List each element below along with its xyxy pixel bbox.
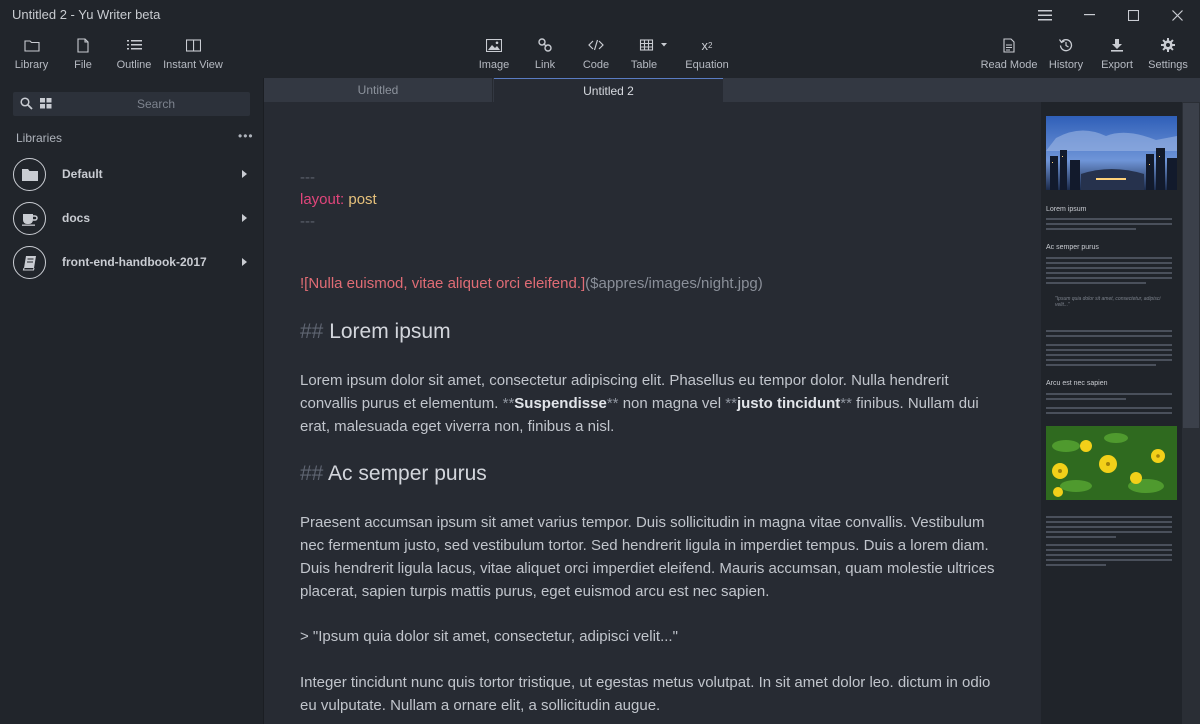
preview-text-line [1046, 516, 1172, 518]
insert-equation-button[interactable] [684, 34, 730, 76]
minimize-button[interactable] [1067, 0, 1111, 30]
preview-text-line [1046, 554, 1172, 556]
markdown-editor[interactable] [264, 102, 1041, 724]
library-button[interactable] [10, 34, 53, 76]
search-icon [20, 97, 33, 110]
preview-text-line [1046, 330, 1172, 332]
library-label: Library [14, 59, 49, 71]
document-icon [77, 38, 89, 53]
outline-button[interactable] [112, 34, 156, 76]
preview-text-line [1046, 364, 1156, 366]
front-matter-open: --- [300, 169, 315, 186]
table-icon [637, 39, 667, 51]
preview-text-line [1046, 531, 1172, 533]
preview-text-line [1046, 223, 1172, 225]
preview-quote: "Ipsum quia dolor sit amet, consectetur, adipisci velit..." [1055, 296, 1161, 308]
search-box [13, 92, 250, 116]
preview-text-line [1046, 564, 1106, 566]
sidebar [0, 78, 264, 724]
preview-text-line [1046, 393, 1172, 395]
preview-text-line [1046, 412, 1172, 414]
chevron-right-icon [242, 258, 247, 266]
preview-text-line [1046, 257, 1172, 259]
image-label: Image [478, 59, 510, 71]
code-icon [588, 39, 604, 51]
library-item-label: front-end-handbook-2017 [62, 255, 207, 269]
paragraph-1: Lorem ipsum dolor sit amet, consectetur adipiscing elit. Phasellus eu tempor dolor. Nulla hendrerit convallis purus et elementum. **Suspendisse** non magna vel **justo tincidunt** finibus. Nullam dui erat, malesuada eget viverra non, finibus a nisl. [300, 372, 979, 435]
tab-untitled-2[interactable]: Untitled 2 [494, 78, 723, 102]
table-label: Table [630, 59, 658, 71]
preview-heading-2: Ac semper purus [1046, 244, 1099, 251]
search-input[interactable] [63, 92, 249, 116]
list-icon [127, 39, 142, 51]
image-icon [486, 39, 502, 52]
export-label: Export [1101, 59, 1133, 71]
library-item-default[interactable] [13, 156, 253, 192]
image-markdown: ![Nulla euismod, vitae aliquet orci eleifend.]($appres/images/night.jpg) [300, 275, 763, 292]
book-icon [13, 246, 46, 279]
night-city-image [1046, 116, 1177, 190]
history-label: History [1048, 59, 1084, 71]
equation-icon: x 2 [701, 37, 713, 53]
preview-text-line [1046, 262, 1172, 264]
insert-code-button[interactable] [580, 34, 612, 76]
maximize-button[interactable] [1111, 0, 1155, 30]
outline-label: Outline [116, 59, 152, 71]
preview-text-line [1046, 267, 1172, 269]
grid-icon [40, 98, 52, 109]
library-item-front-end-handbook[interactable] [13, 244, 253, 280]
toolbar [0, 30, 1200, 78]
library-item-docs[interactable] [13, 200, 253, 236]
libraries-header: Libraries [16, 131, 63, 145]
coffee-cup-icon [13, 202, 46, 235]
preview-heading-1: Lorem ipsum [1046, 206, 1087, 213]
front-matter-close: --- [300, 213, 315, 230]
preview-text-line [1046, 559, 1172, 561]
chevron-down-icon [661, 43, 667, 47]
tab-untitled[interactable]: Untitled [264, 78, 493, 102]
chevron-right-icon [242, 170, 247, 178]
link-label: Link [534, 59, 556, 71]
read-mode-label: Read Mode [980, 59, 1038, 71]
libraries-more-button[interactable]: ••• [238, 129, 254, 143]
close-icon [1172, 10, 1183, 21]
export-button[interactable] [1098, 34, 1136, 76]
heading-ac-semper-purus: ## Ac semper purus [300, 462, 487, 485]
library-item-label: docs [62, 211, 91, 225]
instant-view-button[interactable] [162, 34, 224, 76]
hamburger-icon [1038, 10, 1052, 21]
insert-table-button[interactable] [628, 34, 676, 76]
preview-text-line [1046, 335, 1172, 337]
code-label: Code [582, 59, 610, 71]
preview-scrollbar-thumb[interactable] [1183, 103, 1199, 428]
history-icon [1059, 38, 1073, 52]
preview-text-line [1046, 536, 1116, 538]
settings-button[interactable] [1146, 34, 1190, 76]
gear-icon [1161, 38, 1175, 52]
download-icon [1110, 38, 1124, 52]
split-view-icon [186, 39, 201, 52]
insert-link-button[interactable] [528, 34, 562, 76]
chevron-right-icon [242, 214, 247, 222]
preview-text-line [1046, 277, 1172, 279]
equation-label: Equation [685, 59, 729, 71]
preview-text-line [1046, 407, 1172, 409]
preview-text-line [1046, 398, 1126, 400]
instant-view-label: Instant View [163, 59, 223, 71]
preview-text-line [1046, 544, 1172, 546]
tab-bar [264, 78, 1200, 102]
preview-pane[interactable] [1041, 102, 1182, 724]
read-mode-icon [1003, 38, 1015, 53]
preview-text-line [1046, 344, 1172, 346]
link-icon [538, 38, 552, 52]
preview-text-line [1046, 526, 1172, 528]
file-button[interactable] [66, 34, 100, 76]
preview-text-line [1046, 549, 1172, 551]
preview-text-line [1046, 521, 1172, 523]
title-bar [0, 0, 1200, 30]
preview-text-line [1046, 272, 1172, 274]
yellow-flowers-image [1046, 426, 1177, 500]
insert-image-button[interactable] [476, 34, 512, 76]
history-button[interactable] [1046, 34, 1086, 76]
preview-text-line [1046, 218, 1172, 220]
blockquote: > "Ipsum quia dolor sit amet, consectetur, adipisci velit..." [300, 628, 678, 645]
front-matter-layout: layout: post [300, 191, 377, 208]
settings-label: Settings [1148, 59, 1188, 71]
file-label: File [74, 59, 92, 71]
paragraph-2: Praesent accumsan ipsum sit amet varius tempor. Duis sollicitudin in magna vitae convallis. Vestibulum nec fermentum justo, sed vestibulum tortor. Sed hendrerit ligula in imperdiet tempus. Duis a lorem diam. Duis hendrerit ligula lacus, vitae aliquet orci imperdiet eleifend. Mauris accumsan, quam molestie ultrices placerat, sapien turpis mattis purus, eget euismod arcu est nec sapien. [300, 514, 995, 600]
heading-lorem-ipsum: ## Lorem ipsum [300, 320, 451, 343]
maximize-icon [1128, 10, 1139, 21]
window-title: Untitled 2 - Yu Writer beta [12, 7, 161, 22]
preview-text-line [1046, 359, 1172, 361]
hamburger-menu-button[interactable] [1023, 0, 1067, 30]
preview-text-line [1046, 354, 1172, 356]
preview-text-line [1046, 228, 1136, 230]
folder-outline-icon [24, 39, 40, 52]
read-mode-button[interactable] [980, 34, 1038, 76]
preview-heading-3: Arcu est nec sapien [1046, 380, 1108, 387]
minimize-icon [1084, 14, 1095, 16]
folder-icon [13, 158, 46, 191]
close-button[interactable] [1155, 0, 1199, 30]
preview-text-line [1046, 282, 1146, 284]
library-item-label: Default [62, 167, 103, 181]
paragraph-3: Integer tincidunt nunc quis tortor tristique, ut egestas metus volutpat. In sit amet dolor leo. dictum in odio eu vulputate. Nullam a ornare elit, a sollicitudin augue. [300, 674, 991, 714]
preview-text-line [1046, 349, 1172, 351]
